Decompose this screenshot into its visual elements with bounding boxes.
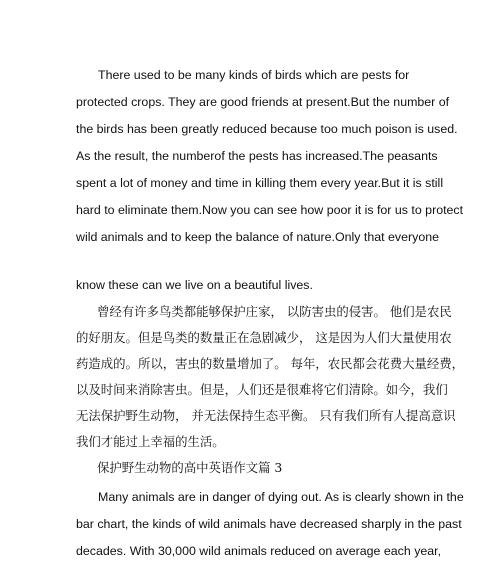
paragraph-1-line-7: wild animals and to keep the balance of nature.Only that everyone	[76, 230, 439, 244]
paragraph-2-line-4: 以及时间来消除害虫。但是，人们还是很难将它们清除。如今，我们	[76, 382, 448, 397]
paragraph-3-line-2: bar chart, the kinds of wild animals have decreased sharply in the past	[76, 517, 462, 531]
paragraph-2-line-6: 我们才能过上幸福的生活。	[76, 434, 225, 449]
paragraph-1-line-8: know these can we live on a beautiful lives.	[76, 278, 313, 292]
section-heading: 保护野生动物的高中英语作文篇 3	[97, 460, 283, 475]
paragraph-1-line-4: As the result, the numberof the pests has increased.The peasants	[76, 149, 438, 163]
paragraph-3-line-3: decades. With 30,000 wild animals reduced on average each year,	[76, 544, 442, 558]
paragraph-3-line-1: Many animals are in danger of dying out. As is clearly shown in the	[98, 490, 464, 504]
paragraph-2-line-5: 无法保护野生动物， 并无法保持生态平衡。 只有我们所有人提高意识	[76, 408, 456, 423]
paragraph-1-line-3: the birds has been greatly reduced because too much poison is used.	[76, 122, 458, 136]
paragraph-1-line-6: hard to eliminate them.Now you can see how poor it is for us to protect	[76, 203, 464, 217]
paragraph-2-line-1: 曾经有许多鸟类都能够保护庄家， 以防害虫的侵害。 他们是农民	[97, 304, 452, 319]
paragraph-1-line-5: spent a lot of money and time in killing them every year.But it is still	[76, 176, 444, 190]
paragraph-1-line-1: There used to be many kinds of birds which are pests for	[98, 68, 410, 82]
paragraph-1-line-2: protected crops. They are good friends at present.But the number of	[76, 95, 450, 109]
paragraph-2-line-3: 药造成的。所以，害虫的数量增加了。 每年，农民都会花费大量经费，	[76, 356, 465, 371]
paragraph-2-line-2: 的好朋友。但是鸟类的数量正在急剧减少， 这是因为人们大量使用农	[76, 330, 452, 345]
